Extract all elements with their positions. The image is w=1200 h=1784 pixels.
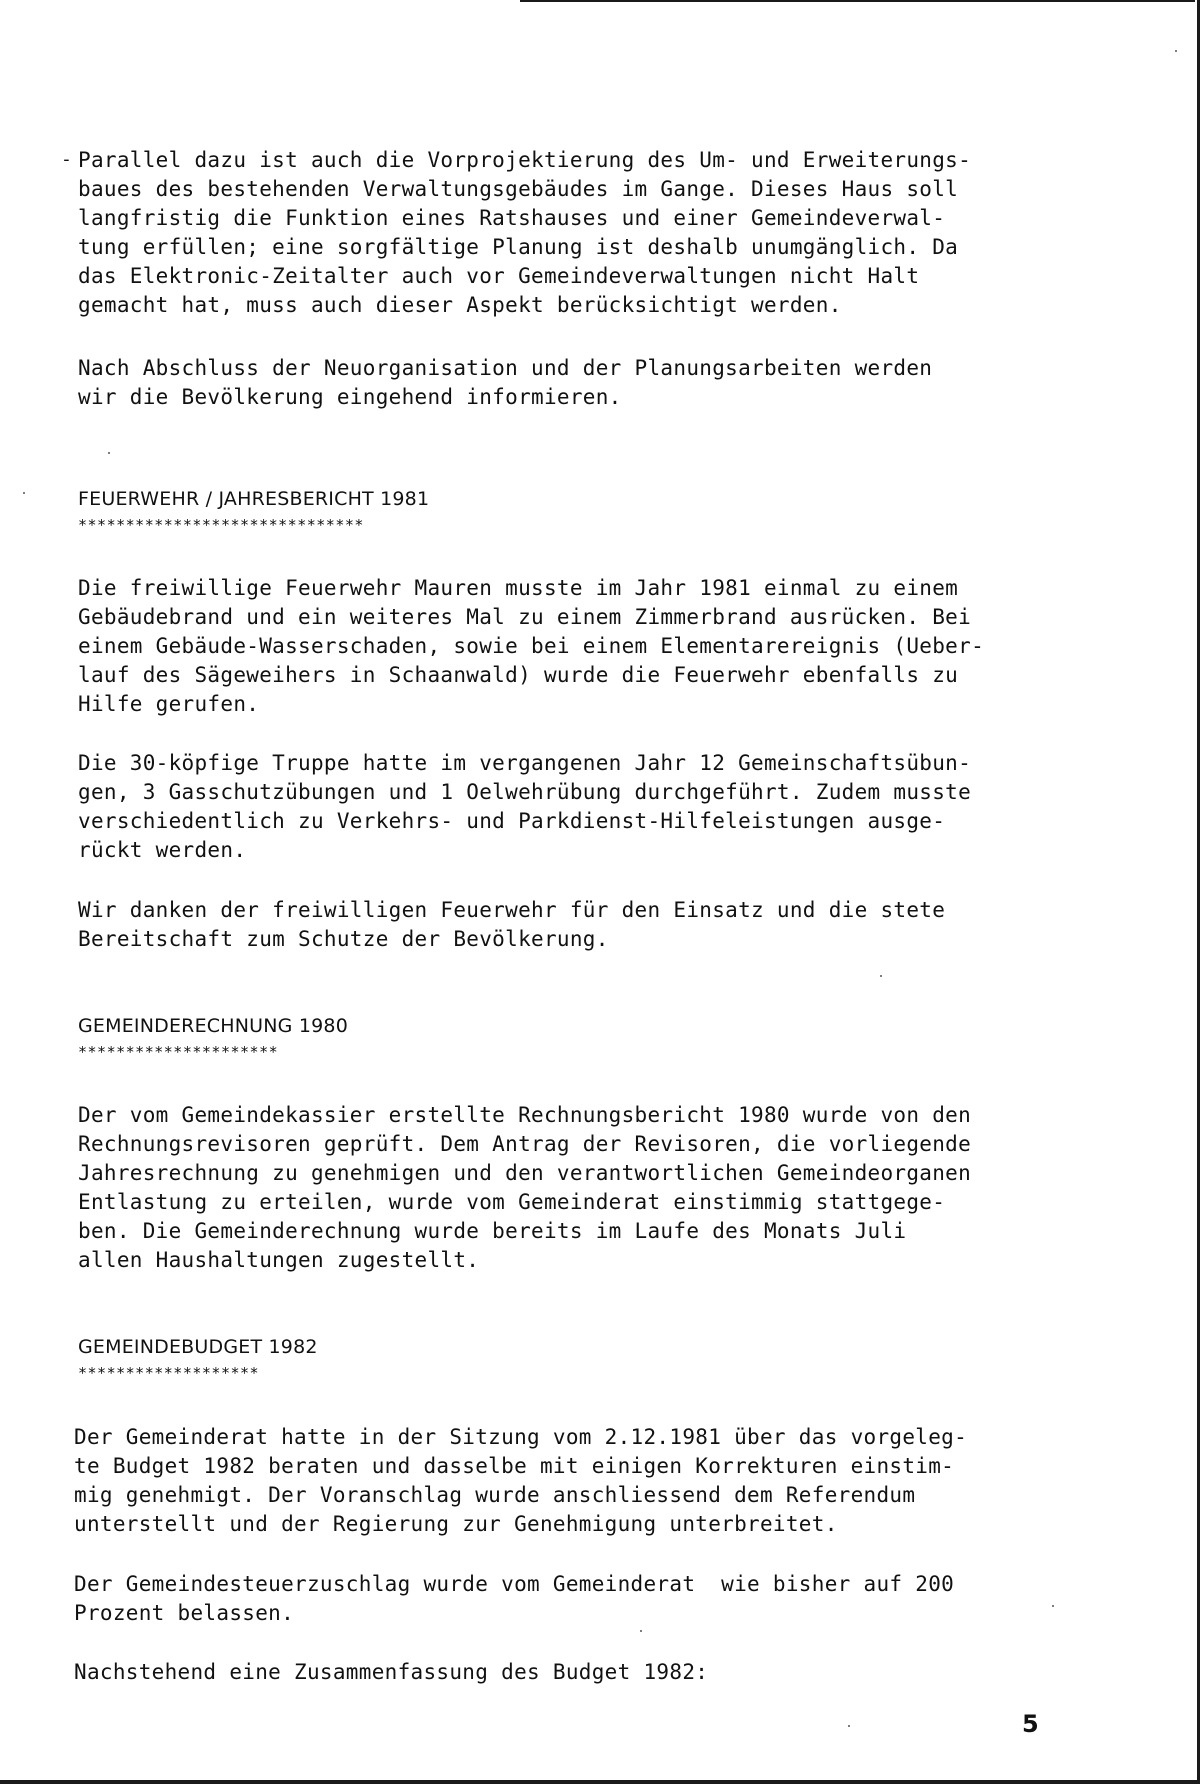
heading-feuerwehr: FEUERWEHR / JAHRESBERICHT 1981 [78, 488, 430, 510]
heading-gemeindebudget: GEMEINDEBUDGET 1982 [78, 1336, 318, 1358]
paragraph-feuerwehr-dank: Wir danken der freiwilligen Feuerwehr für den Einsatz und die stete Bereitschaft zum Schutze der Bevölkerung. [78, 898, 946, 951]
page-number: 5 [1022, 1710, 1039, 1738]
paragraph-information: Nach Abschluss der Neuorganisation und der Planungsarbeiten werden wir die Bevölkerung eingehend informieren. [78, 356, 933, 409]
scan-speck [848, 1725, 850, 1727]
bullet-dash: - [61, 149, 72, 170]
heading-feuerwehr-underline: ****************************** [78, 516, 364, 534]
paragraph-zusammenfassung: Nachstehend eine Zusammenfassung des Budget 1982: [74, 1660, 709, 1684]
scan-speck [880, 975, 882, 977]
scan-speck [1175, 50, 1177, 52]
scan-speck [1052, 1605, 1054, 1607]
paragraph-feuerwehr-einsaetze: Die freiwillige Feuerwehr Mauren musste im Jahr 1981 einmal zu einem Gebäudebrand und ein weiteres Mal zu einem Zimmerbrand ausrücken. Bei einem Gebäude-Wasserschaden, sowie bei einem Elementarereignis (Ueber- lauf des Sägeweihers in Schaanwald) wurde die Feuerwehr ebenfalls zu Hilfe gerufen. [78, 576, 985, 716]
paragraph-steuerzuschlag: Der Gemeindesteuerzuschlag wurde vom Gemeinderat wie bisher auf 200 Prozent belassen. [74, 1572, 955, 1625]
paragraph-rechnungsbericht: Der vom Gemeindekassier erstellte Rechnungsbericht 1980 wurde von den Rechnungsrevisoren geprüft. Dem Antrag der Revisoren, die vorliegende Jahresrechnung zu genehmigen und den verantwortlichen Gemeindeorganen Entlastung zu erteilen, wurde vom Gemeinderat einstimmig stattgege- ben. Die Gemeinderechnung wurde bereits im Laufe des Monats Juli allen Haushaltungen zugestellt. [78, 1103, 972, 1272]
scan-speck [108, 452, 110, 454]
paragraph-feuerwehr-uebungen: Die 30-köpfige Truppe hatte im vergangenen Jahr 12 Gemeinschaftsübun- gen, 3 Gasschutzübungen und 1 Oelwehrübung durchgeführt. Zudem musste verschiedentlich zu Verkehrs- und Parkdienst-Hilfeleistungen ausge- rückt werden. [78, 751, 972, 862]
heading-gemeinderechnung-underline: ********************* [78, 1043, 279, 1061]
page-bottom-edge [0, 1780, 1200, 1784]
paragraph-budget-beratung: Der Gemeinderat hatte in der Sitzung vom 2.12.1981 über das vorgeleg- te Budget 1982 beraten und dasselbe mit einigen Korrekturen einstim- mig genehmigt. Der Voranschlag wurde anschliessend dem Referendum unterstellt und der Regierung zur Genehmigung unterbreitet. [74, 1425, 968, 1536]
scan-speck [640, 1630, 642, 1632]
heading-gemeinderechnung: GEMEINDERECHNUNG 1980 [78, 1015, 348, 1037]
scan-speck [23, 492, 25, 494]
heading-gemeindebudget-underline: ******************* [78, 1364, 260, 1382]
paragraph-erweiterungsbau: Parallel dazu ist auch die Vorprojektierung des Um- und Erweiterungs- baues des bestehenden Verwaltungsgebäudes im Gange. Dieses Haus soll langfristig die Funktion eines Ratshauses und einer Gemeindeverwal- tung erfüllen; eine sorgfältige Planung ist deshalb unumgänglich. Da das Elektronic-Zeitalter auch vor Gemeindeverwaltungen nicht Halt gemacht hat, muss auch dieser Aspekt berücksichtigt werden. [78, 148, 972, 317]
page-top-edge [520, 0, 1195, 2]
